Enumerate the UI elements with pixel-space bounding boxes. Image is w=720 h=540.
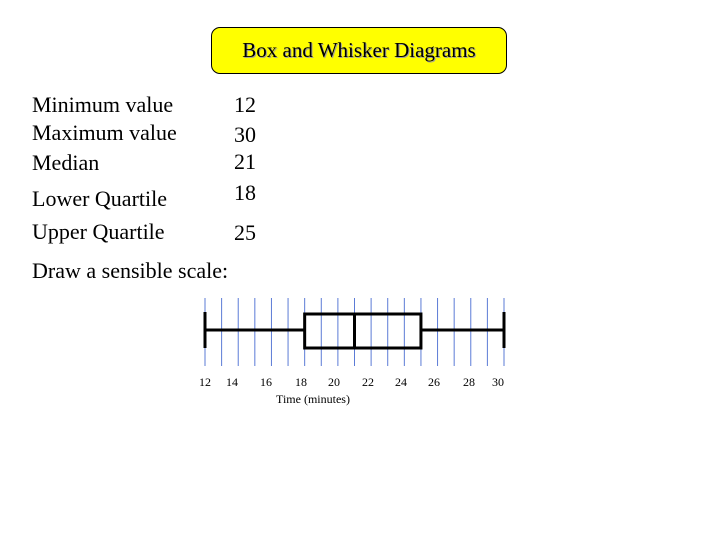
tick-label: 14 <box>226 375 238 389</box>
stat-value-median: 21 <box>234 149 256 174</box>
stat-value-maximum: 30 <box>234 122 256 147</box>
stat-label-lower-quartile: Lower Quartile <box>32 186 167 211</box>
tick-label: 22 <box>362 375 374 389</box>
x-axis-label: Time (minutes) <box>276 392 350 406</box>
stat-label-upper-quartile: Upper Quartile <box>32 219 165 244</box>
page-title: Box and Whisker Diagrams <box>242 38 476 62</box>
tick-label: 18 <box>295 375 307 389</box>
tick-label: 16 <box>260 375 272 389</box>
scale-instruction: Draw a sensible scale: <box>32 258 229 283</box>
interquartile-box <box>305 314 421 348</box>
tick-label: 12 <box>199 375 211 389</box>
stat-value-lower-quartile: 18 <box>234 180 256 205</box>
stat-label-median: Median <box>32 150 100 175</box>
tick-label: 26 <box>428 375 440 389</box>
tick-label: 20 <box>328 375 340 389</box>
stat-label-maximum: Maximum value <box>32 120 177 145</box>
tick-label: 30 <box>492 375 504 389</box>
stat-value-upper-quartile: 25 <box>234 220 256 245</box>
stat-label-minimum: Minimum value <box>32 92 174 117</box>
tick-label: 28 <box>463 375 475 389</box>
tick-label: 24 <box>395 375 407 389</box>
stat-value-minimum: 12 <box>234 92 256 117</box>
